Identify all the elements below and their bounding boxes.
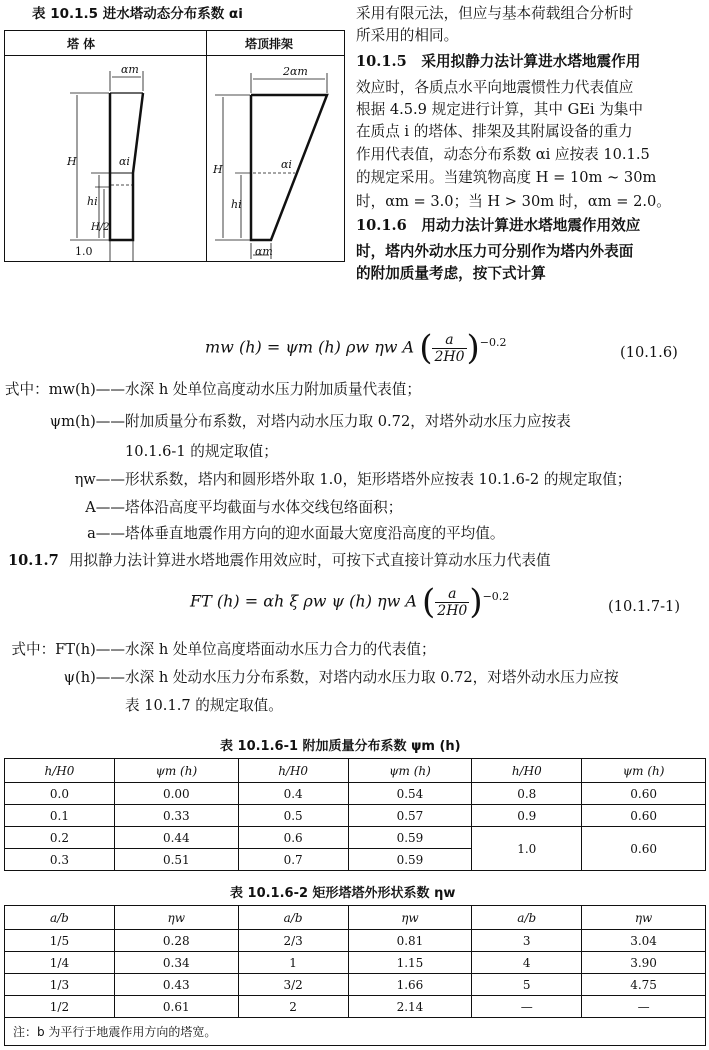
- table-cell: 3.90: [582, 952, 706, 974]
- table-cell: 1.15: [348, 952, 472, 974]
- definition-term: ψ(h)——: [63, 669, 125, 686]
- table-cell: 2/3: [238, 930, 348, 952]
- table-cell: —: [582, 996, 706, 1018]
- table-cell: 1.66: [348, 974, 472, 996]
- table-header-cell: ηw: [348, 906, 472, 930]
- table-cell: 0.5: [238, 805, 348, 827]
- table-cell: 1/5: [5, 930, 115, 952]
- table-cell: 1/4: [5, 952, 115, 974]
- definition-line: [0, 666, 619, 687]
- table-10-1-5: [4, 30, 345, 262]
- right-text-line: [356, 2, 703, 23]
- section-10-1-7: [8, 550, 551, 572]
- right-text-line: [356, 98, 703, 119]
- table-cell: 1/2: [5, 996, 115, 1018]
- right-text-line: [356, 120, 703, 141]
- line-text: 效应时，各质点水平向地震惯性力代表值应: [356, 79, 634, 96]
- line-text: 时，塔内外动水压力可分别作为塔内外表面: [356, 243, 634, 260]
- right-text-line: [356, 190, 703, 211]
- label-H2-left: H/2: [91, 222, 110, 233]
- label-1-0: 1.0: [75, 245, 93, 258]
- table-cell: 0.43: [114, 974, 238, 996]
- table-cell: 3/2: [238, 974, 348, 996]
- formula-10-1-7-label: (10.1.7-1): [608, 598, 681, 615]
- definition-term: ηw——: [74, 471, 125, 488]
- table-cell: 0.51: [114, 849, 238, 871]
- table-header-cell: a/b: [5, 906, 115, 930]
- table-cell: 0.59: [348, 849, 472, 871]
- table-cell: 0.4: [238, 783, 348, 805]
- table-cell: 0.3: [5, 849, 115, 871]
- table-cell: 1.0: [472, 827, 582, 871]
- table-cell: 2.14: [348, 996, 472, 1018]
- table-cell: 0.8: [472, 783, 582, 805]
- table-cell: 3: [472, 930, 582, 952]
- definition-line: [0, 694, 283, 715]
- table-header-cell: ψm (h): [348, 759, 472, 783]
- line-text: 时，αm = 3.0；当 H > 30m 时，αm = 2.0。: [356, 193, 671, 210]
- table-row: [5, 996, 706, 1018]
- formula-10-1-6-num: a: [432, 332, 466, 349]
- table-header-cell: ηw: [582, 906, 706, 930]
- table-row: [5, 783, 706, 805]
- table-cell: 0.6: [238, 827, 348, 849]
- label-H-right: H: [213, 163, 223, 176]
- table-cell: 4.75: [582, 974, 706, 996]
- definition-text: 附加质量分布系数，对塔内动水压力取 0.72，对塔外动水压力应按表: [125, 413, 571, 430]
- table-cell: 1/3: [5, 974, 115, 996]
- definition-text: 10.1.6-1 的规定取值；: [125, 443, 278, 460]
- table-10-1-6-1-title: 表 10.1.6-1 附加质量分布系数 ψm (h): [220, 739, 461, 754]
- definition-term: ψm(h)——: [49, 413, 125, 430]
- label-2am: 2αm: [283, 65, 308, 78]
- formula-10-1-7-num: a: [435, 586, 469, 603]
- definition-term: 式中：mw(h)——: [4, 381, 125, 398]
- table-header-cell: h/H0: [238, 759, 348, 783]
- definition-line: [0, 522, 504, 543]
- table-cell: 1: [238, 952, 348, 974]
- table-row: [5, 930, 706, 952]
- table-header-cell: ψm (h): [114, 759, 238, 783]
- section-10-1-7-text: 用拟静力法计算进水塔地震作用效应时，可按下式直接计算动水压力代表值: [68, 552, 551, 569]
- line-text: 的附加质量考虑，按下式计算: [356, 265, 546, 282]
- definition-term: A——: [85, 499, 125, 516]
- table-header-cell: a/b: [238, 906, 348, 930]
- line-text: 在质点 i 的塔体、排架及其附属设备的重力: [356, 123, 633, 140]
- right-text-line: [356, 166, 703, 187]
- section-number: 10.1.5: [356, 53, 407, 70]
- right-text-line: [356, 24, 703, 45]
- label-hi-left: hi: [87, 195, 98, 208]
- formula-10-1-6-label: (10.1.6): [620, 344, 678, 361]
- table-cell: 0.59: [348, 827, 472, 849]
- definition-term: a——: [87, 525, 125, 542]
- table-cell: 0.7: [238, 849, 348, 871]
- tower-figures: [5, 55, 344, 261]
- formula-10-1-6: mw (h) = ψm (h) ρw ηw A ( $\frac{a}{2H0}$ )$^{-0.2}$: [205, 328, 507, 368]
- line-text: 根据 4.5.9 规定进行计算，其中 GEi 为集中: [356, 101, 643, 118]
- table-row: [5, 952, 706, 974]
- formula-10-1-7-exp: −0.2: [482, 590, 510, 604]
- definition-text: 表 10.1.7 的规定取值。: [125, 697, 283, 714]
- right-text-line: [356, 214, 703, 235]
- label-H-left: H: [67, 155, 77, 168]
- line-text: 的规定采用。当建筑物高度 H = 10m ~ 30m: [356, 169, 657, 186]
- table-10-1-6-2-title: 表 10.1.6-2 矩形塔塔外形状系数 ηw: [230, 886, 456, 901]
- right-text-line: [356, 76, 703, 97]
- definition-text: 形状系数，塔内和圆形塔外取 1.0，矩形塔塔外应按表 10.1.6-2 的规定取值；: [125, 471, 632, 488]
- table-cell: 2: [238, 996, 348, 1018]
- line-text: 作用代表值，动态分布系数 αi 应按表 10.1.5: [356, 146, 650, 163]
- definition-line: [0, 468, 631, 489]
- line-text: 采用有限元法，但应与基本荷载组合分析时: [356, 5, 634, 22]
- label-am-left: αm: [121, 63, 139, 76]
- definition-text: 水深 h 处单位高度塔面动水压力合力的代表值；: [125, 641, 436, 658]
- table-cell: 0.28: [114, 930, 238, 952]
- table-cell: 0.54: [348, 783, 472, 805]
- table-header-cell: ηw: [114, 906, 238, 930]
- table-header-cell: h/H0: [5, 759, 115, 783]
- tower-body-figure: [70, 71, 153, 261]
- formula-10-1-7-den: 2H0: [437, 602, 468, 619]
- formula-10-1-6-exp: −0.2: [479, 336, 507, 350]
- label-ai-right: αi: [281, 158, 292, 171]
- table-10-1-6-2: [4, 905, 706, 1046]
- section-10-1-7-num: 10.1.7: [8, 552, 59, 569]
- definition-term: 式中：FT(h)——: [11, 641, 125, 658]
- table-cell: 0.81: [348, 930, 472, 952]
- formula-10-1-6-lhs: mw (h) = ψm (h) ρw ηw A: [205, 337, 415, 357]
- right-text-line: [356, 240, 703, 261]
- table-cell: —: [472, 996, 582, 1018]
- table-cell: 0.33: [114, 805, 238, 827]
- col-top-frame: 塔顶排架: [245, 37, 294, 51]
- definition-text: 水深 h 处单位高度动水压力附加质量代表值；: [125, 381, 421, 398]
- table-header-cell: a/b: [472, 906, 582, 930]
- table-row: [5, 805, 706, 827]
- table-10-1-6-1: [4, 758, 706, 871]
- table-note: 注：b 为平行于地震作用方向的塔宽。: [5, 1018, 706, 1046]
- definition-text: 塔体沿高度平均截面与水体交线包络面积；: [125, 499, 403, 516]
- top-frame-figure: [215, 73, 327, 259]
- label-ai-left: αi: [119, 155, 130, 168]
- right-text-line: [356, 262, 703, 283]
- table-cell: 0.57: [348, 805, 472, 827]
- section-number: 10.1.6: [356, 217, 407, 234]
- table-cell: 0.60: [582, 783, 706, 805]
- table-cell: 0.44: [114, 827, 238, 849]
- right-text-line: [356, 143, 703, 164]
- line-text: 用动力法计算进水塔地震作用效应: [421, 217, 641, 234]
- label-am-bottom: αm: [255, 245, 273, 258]
- table-cell: 0.9: [472, 805, 582, 827]
- table-cell: 0.60: [582, 805, 706, 827]
- line-text: 所采用的相同。: [356, 27, 459, 44]
- col-tower-body: 塔 体: [67, 37, 96, 51]
- table-10-1-5-title: 表 10.1.5 进水塔动态分布系数 αi: [32, 6, 243, 22]
- definition-line: [0, 440, 278, 461]
- table-cell: 4: [472, 952, 582, 974]
- right-text-line: [356, 50, 703, 71]
- table-cell: 0.61: [114, 996, 238, 1018]
- definition-line: [0, 496, 402, 517]
- table-row: [5, 974, 706, 996]
- definition-text: 水深 h 处动水压力分布系数，对塔内动水压力取 0.72，对塔外动水压力应按: [125, 669, 619, 686]
- table-cell: 0.34: [114, 952, 238, 974]
- definition-text: 塔体垂直地震作用方向的迎水面最大宽度沿高度的平均值。: [125, 525, 505, 542]
- table-cell: 0.0: [5, 783, 115, 805]
- table-cell: 0.2: [5, 827, 115, 849]
- line-text: 采用拟静力法计算进水塔地震作用: [421, 53, 641, 70]
- table-row: [5, 827, 706, 849]
- table-cell: 0.1: [5, 805, 115, 827]
- table-cell: 5: [472, 974, 582, 996]
- table-header-cell: h/H0: [472, 759, 582, 783]
- table-cell: 3.04: [582, 930, 706, 952]
- table-10-1-5-header: [5, 31, 344, 56]
- table-cell: 0.60: [582, 827, 706, 871]
- table-cell: 0.00: [114, 783, 238, 805]
- definition-line: [0, 378, 421, 399]
- definition-line: [0, 638, 436, 659]
- formula-10-1-6-den: 2H0: [434, 348, 465, 365]
- formula-10-1-7-lhs: FT (h) = αh ξ ρw ψ (h) ηw A: [190, 591, 417, 611]
- label-hi-right: hi: [231, 198, 242, 211]
- formula-10-1-7: FT (h) = αh ξ ρw ψ (h) ηw A ( $\frac{a}{2H0}$ )$^{-0.2}$: [190, 582, 510, 622]
- definition-line: [0, 410, 571, 431]
- table-header-cell: ψm (h): [582, 759, 706, 783]
